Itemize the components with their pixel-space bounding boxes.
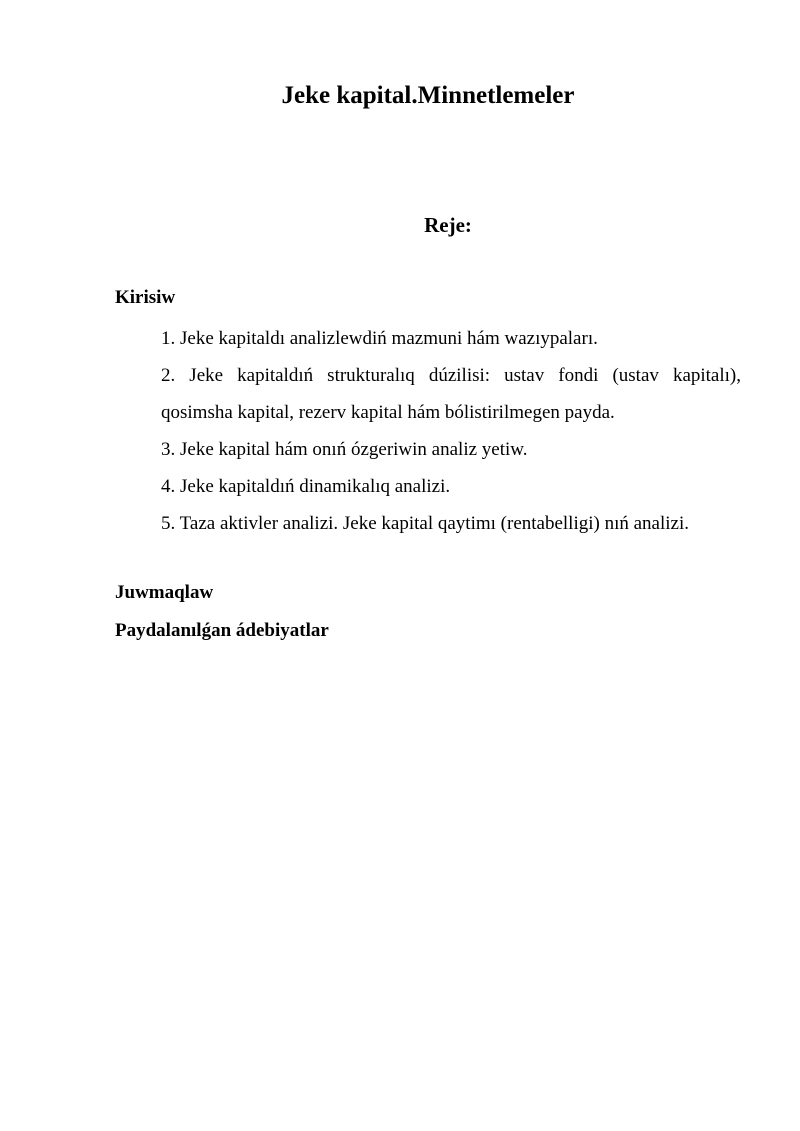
plan-item-2: 2. Jeke kapitaldıń strukturalıq dúzilisi: ustav fondi (ustav kapitalı), qosimsha kapital, rezerv kapital hám bólistirilmegen payda.: [161, 365, 741, 423]
references-heading: Paydalanılǵan ádebiyatlar: [115, 620, 329, 641]
plan-item-4: 4. Jeke kapitaldıń dinamikalıq analizi.: [161, 476, 451, 497]
plan-item-1: 1. Jeke kapitaldı analizlewdiń mazmuni hám wazıypaları.: [161, 328, 598, 349]
document-title: Jeke kapital.Minnetlemeler: [281, 82, 575, 109]
plan-list: [161, 320, 741, 542]
plan-item-3: 3. Jeke kapital hám onıń ózgeriwin analiz yetiw.: [161, 439, 528, 460]
plan-item-5: 5. Taza aktivler analizi. Jeke kapital qaytimı (rentabelligi) nıń analizi.: [161, 513, 690, 534]
plan-heading: Reje:: [424, 213, 472, 237]
intro-heading: Kirisiw: [115, 287, 176, 308]
conclusion-heading: Juwmaqlaw: [115, 582, 214, 603]
